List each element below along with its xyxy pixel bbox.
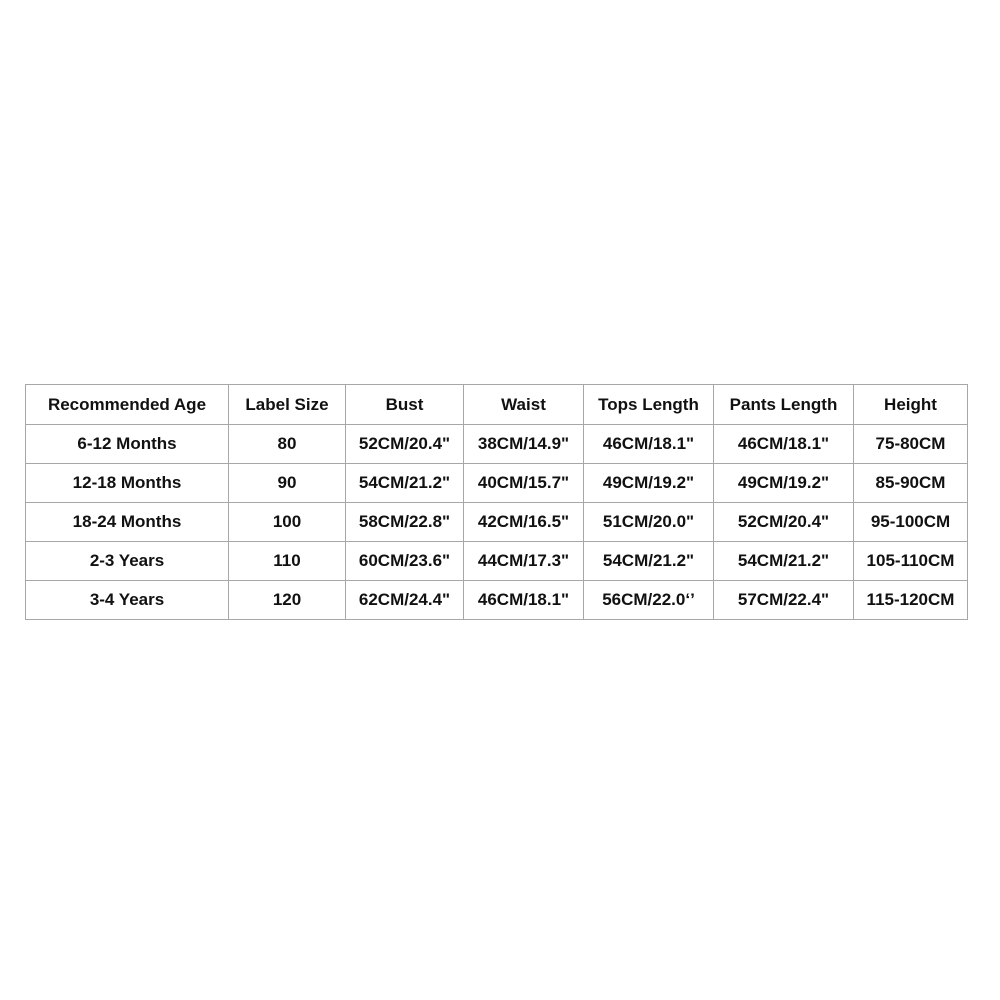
cell-label-size: 100 <box>229 503 346 542</box>
cell-label-size: 80 <box>229 425 346 464</box>
table-row <box>26 581 968 620</box>
cell-bust: 54CM/21.2" <box>346 464 464 503</box>
cell-tops-length: 51CM/20.0" <box>584 503 714 542</box>
cell-pants-length: 49CM/19.2" <box>714 464 854 503</box>
cell-bust: 60CM/23.6" <box>346 542 464 581</box>
cell-recommended-age: 3-4 Years <box>26 581 229 620</box>
cell-recommended-age: 6-12 Months <box>26 425 229 464</box>
cell-pants-length: 54CM/21.2" <box>714 542 854 581</box>
cell-waist: 44CM/17.3" <box>464 542 584 581</box>
column-header-tops-length: Tops Length <box>584 385 714 425</box>
cell-label-size: 120 <box>229 581 346 620</box>
cell-height: 85-90CM <box>854 464 968 503</box>
table-row <box>26 542 968 581</box>
table-row <box>26 464 968 503</box>
cell-tops-length: 46CM/18.1" <box>584 425 714 464</box>
cell-tops-length: 54CM/21.2" <box>584 542 714 581</box>
cell-recommended-age: 12-18 Months <box>26 464 229 503</box>
cell-pants-length: 46CM/18.1" <box>714 425 854 464</box>
column-header-pants-length: Pants Length <box>714 385 854 425</box>
cell-waist: 40CM/15.7" <box>464 464 584 503</box>
cell-pants-length: 52CM/20.4" <box>714 503 854 542</box>
column-header-waist: Waist <box>464 385 584 425</box>
cell-waist: 38CM/14.9" <box>464 425 584 464</box>
column-header-label-size: Label Size <box>229 385 346 425</box>
table-header-row <box>26 385 968 425</box>
cell-height: 75-80CM <box>854 425 968 464</box>
column-header-recommended-age: Recommended Age <box>26 385 229 425</box>
column-header-bust: Bust <box>346 385 464 425</box>
cell-bust: 58CM/22.8" <box>346 503 464 542</box>
cell-waist: 46CM/18.1" <box>464 581 584 620</box>
cell-recommended-age: 18-24 Months <box>26 503 229 542</box>
cell-label-size: 90 <box>229 464 346 503</box>
cell-height: 115-120CM <box>854 581 968 620</box>
table-row <box>26 425 968 464</box>
cell-waist: 42CM/16.5" <box>464 503 584 542</box>
cell-tops-length: 56CM/22.0‘’ <box>584 581 714 620</box>
cell-recommended-age: 2-3 Years <box>26 542 229 581</box>
cell-tops-length: 49CM/19.2" <box>584 464 714 503</box>
cell-label-size: 110 <box>229 542 346 581</box>
size-chart-table <box>25 384 968 620</box>
cell-height: 105-110CM <box>854 542 968 581</box>
table-row <box>26 503 968 542</box>
cell-bust: 52CM/20.4" <box>346 425 464 464</box>
cell-pants-length: 57CM/22.4" <box>714 581 854 620</box>
column-header-height: Height <box>854 385 968 425</box>
cell-bust: 62CM/24.4" <box>346 581 464 620</box>
cell-height: 95-100CM <box>854 503 968 542</box>
